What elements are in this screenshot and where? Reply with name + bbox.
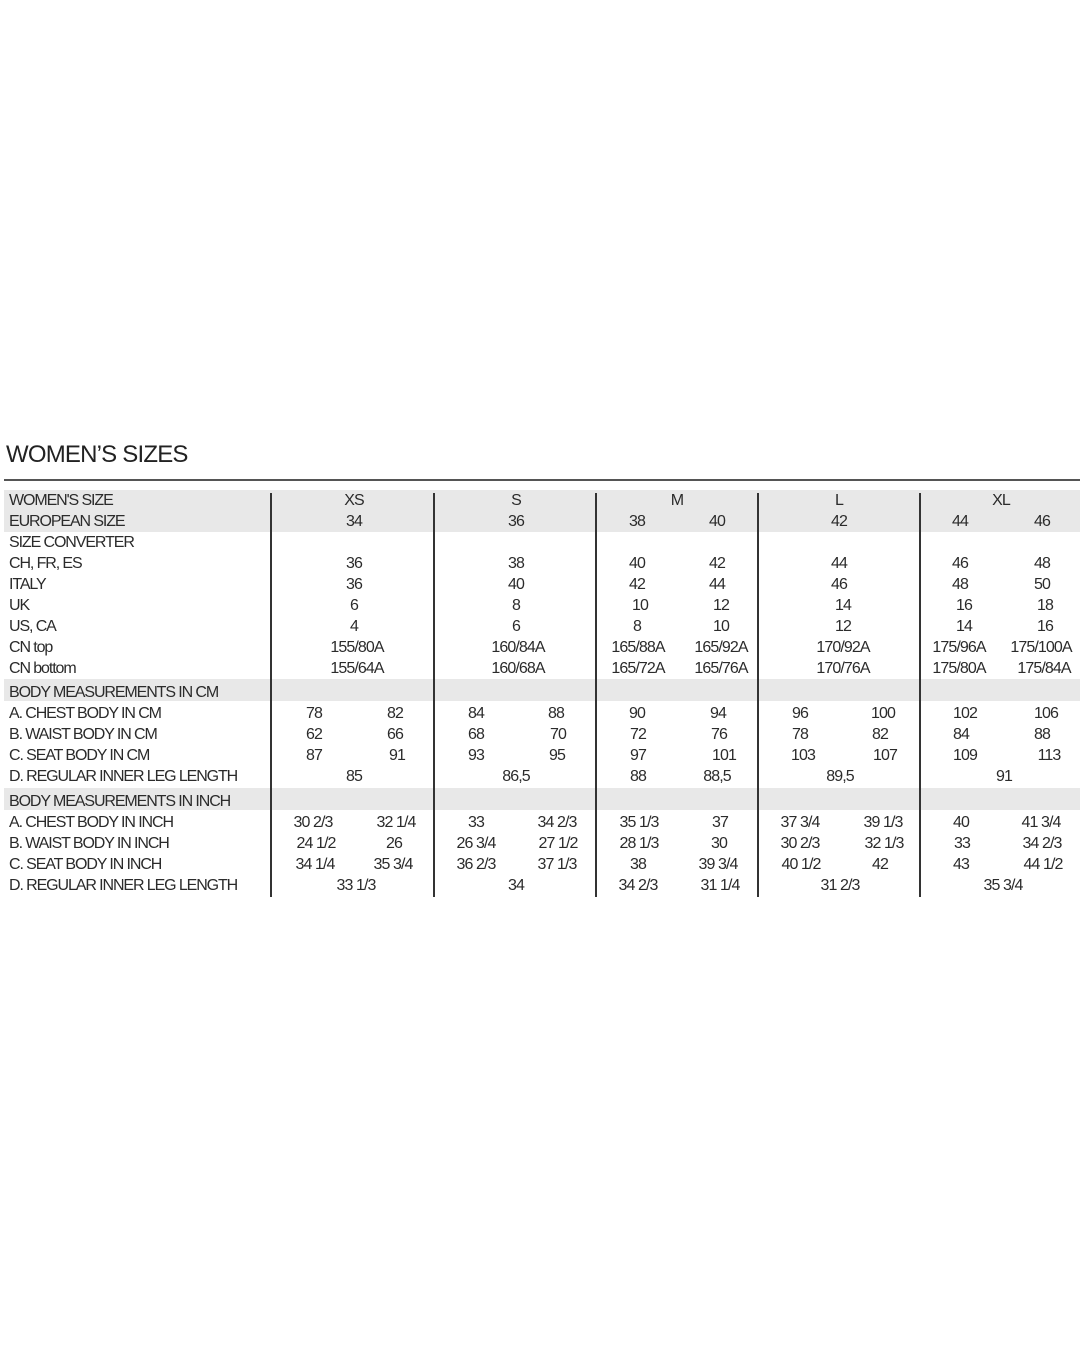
- row-label: UK: [9, 597, 30, 614]
- table-cell: 113: [1037, 747, 1061, 764]
- table-cell: 44 1/2: [1023, 856, 1063, 873]
- table-cell: 165/76A: [694, 660, 748, 677]
- table-cell: 78: [306, 705, 322, 722]
- table-cell: 50: [1034, 576, 1050, 593]
- table-cell: 37 3/4: [780, 814, 820, 831]
- table-cell: 46: [1034, 513, 1050, 530]
- table-cell: 160/84A: [491, 639, 545, 656]
- table-cell: 39 3/4: [698, 856, 738, 873]
- table-cell: 35 3/4: [983, 877, 1023, 894]
- table-cell: 46: [831, 576, 847, 593]
- row-label: B. WAIST BODY IN CM: [9, 726, 157, 743]
- table-cell: 35 1/3: [619, 814, 659, 831]
- table-cell: 88: [1034, 726, 1050, 743]
- row-label: WOMEN'S SIZE: [9, 492, 113, 509]
- table-cell: 88,5: [703, 768, 731, 785]
- table-cell: 91: [996, 768, 1012, 785]
- table-cell: 155/64A: [330, 660, 384, 677]
- table-cell: 26: [386, 835, 402, 852]
- table-cell: 6: [350, 597, 358, 614]
- row-label: ITALY: [9, 576, 46, 593]
- table-cell: 46: [952, 555, 968, 572]
- table-cell: 26 3/4: [456, 835, 496, 852]
- table-cell: 107: [873, 747, 897, 764]
- table-cell: 88: [548, 705, 564, 722]
- row-label: EUROPEAN SIZE: [9, 513, 125, 530]
- table-cell: 175/100A: [1010, 639, 1072, 656]
- table-cell: 62: [306, 726, 322, 743]
- table-cell: 40: [709, 513, 725, 530]
- row-label: C. SEAT BODY IN INCH: [9, 856, 162, 873]
- table-cell: 34 1/4: [295, 856, 335, 873]
- column-divider: [433, 493, 435, 897]
- table-cell: 87: [306, 747, 322, 764]
- table-cell: 170/92A: [816, 639, 870, 656]
- size-header-cell: L: [835, 492, 843, 509]
- table-cell: 8: [633, 618, 641, 635]
- column-divider: [270, 493, 272, 897]
- table-cell: 48: [1034, 555, 1050, 572]
- table-cell: 165/88A: [611, 639, 665, 656]
- table-cell: 14: [956, 618, 972, 635]
- table-cell: 95: [549, 747, 565, 764]
- table-cell: 44: [952, 513, 968, 530]
- row-label: C. SEAT BODY IN CM: [9, 747, 150, 764]
- table-cell: 48: [952, 576, 968, 593]
- table-cell: 37 1/3: [537, 856, 577, 873]
- table-cell: 30: [711, 835, 727, 852]
- table-cell: 35 3/4: [373, 856, 413, 873]
- row-label: US, CA: [9, 618, 56, 635]
- table-cell: 34: [508, 877, 524, 894]
- table-cell: 33 1/3: [336, 877, 376, 894]
- table-cell: 31 1/4: [700, 877, 740, 894]
- table-cell: 155/80A: [330, 639, 384, 656]
- table-cell: 68: [468, 726, 484, 743]
- table-cell: 93: [468, 747, 484, 764]
- table-cell: 160/68A: [491, 660, 545, 677]
- table-cell: 86,5: [502, 768, 530, 785]
- table-cell: 10: [632, 597, 648, 614]
- table-cell: 38: [630, 856, 646, 873]
- table-cell: 175/96A: [932, 639, 986, 656]
- row-label: D. REGULAR INNER LEG LENGTH: [9, 768, 238, 785]
- table-cell: 31 2/3: [820, 877, 860, 894]
- table-cell: 38: [629, 513, 645, 530]
- table-cell: 41 3/4: [1021, 814, 1061, 831]
- table-cell: 32 1/3: [864, 835, 904, 852]
- table-cell: 90: [629, 705, 645, 722]
- row-label: CH, FR, ES: [9, 555, 82, 572]
- table-cell: 102: [953, 705, 977, 722]
- row-label: CN bottom: [9, 660, 76, 677]
- table-cell: 72: [630, 726, 646, 743]
- table-cell: 36: [346, 576, 362, 593]
- table-cell: 40 1/2: [781, 856, 821, 873]
- table-cell: 44: [709, 576, 725, 593]
- table-cell: 18: [1037, 597, 1053, 614]
- table-cell: 40: [508, 576, 524, 593]
- section-heading: BODY MEASUREMENTS IN INCH: [9, 793, 231, 810]
- table-cell: 109: [953, 747, 977, 764]
- table-cell: 175/80A: [932, 660, 986, 677]
- table-cell: 70: [550, 726, 566, 743]
- table-cell: 4: [350, 618, 358, 635]
- table-cell: 37: [712, 814, 728, 831]
- table-cell: 34 2/3: [1022, 835, 1062, 852]
- page-title: WOMEN’S SIZES: [6, 441, 188, 468]
- table-cell: 36 2/3: [456, 856, 496, 873]
- title-rule: [4, 479, 1080, 481]
- table-cell: 85: [346, 768, 362, 785]
- table-cell: 78: [792, 726, 808, 743]
- table-cell: 30 2/3: [780, 835, 820, 852]
- table-cell: 12: [835, 618, 851, 635]
- size-header-cell: XS: [344, 492, 364, 509]
- table-cell: 34 2/3: [537, 814, 577, 831]
- table-cell: 44: [831, 555, 847, 572]
- table-cell: 14: [835, 597, 851, 614]
- table-cell: 101: [712, 747, 736, 764]
- table-cell: 165/72A: [611, 660, 665, 677]
- size-chart-table: [0, 490, 1080, 900]
- table-cell: 91: [389, 747, 405, 764]
- table-cell: 30 2/3: [293, 814, 333, 831]
- size-header-cell: M: [670, 492, 684, 509]
- row-label: A. CHEST BODY IN INCH: [9, 814, 173, 831]
- row-label: CN top: [9, 639, 53, 656]
- table-cell: 39 1/3: [863, 814, 903, 831]
- table-cell: 12: [713, 597, 729, 614]
- table-cell: 106: [1034, 705, 1058, 722]
- table-cell: 42: [709, 555, 725, 572]
- table-cell: 34 2/3: [618, 877, 658, 894]
- table-cell: 82: [387, 705, 403, 722]
- table-cell: 76: [711, 726, 727, 743]
- table-cell: 84: [953, 726, 969, 743]
- table-cell: 88: [630, 768, 646, 785]
- table-cell: 82: [872, 726, 888, 743]
- table-cell: 103: [791, 747, 815, 764]
- table-cell: 42: [831, 513, 847, 530]
- table-cell: 34: [346, 513, 362, 530]
- table-cell: 43: [953, 856, 969, 873]
- table-cell: 16: [1037, 618, 1053, 635]
- table-cell: 36: [508, 513, 524, 530]
- table-cell: 96: [792, 705, 808, 722]
- section-heading: SIZE CONVERTER: [9, 534, 134, 551]
- table-cell: 84: [468, 705, 484, 722]
- section-heading: BODY MEASUREMENTS IN CM: [9, 684, 219, 701]
- table-cell: 42: [629, 576, 645, 593]
- row-label: D. REGULAR INNER LEG LENGTH: [9, 877, 238, 894]
- table-cell: 6: [512, 618, 520, 635]
- table-cell: 170/76A: [816, 660, 870, 677]
- table-cell: 165/92A: [694, 639, 748, 656]
- table-cell: 28 1/3: [619, 835, 659, 852]
- table-cell: 175/84A: [1017, 660, 1071, 677]
- row-label: A. CHEST BODY IN CM: [9, 705, 161, 722]
- table-cell: 16: [956, 597, 972, 614]
- column-divider: [757, 493, 759, 897]
- table-cell: 33: [954, 835, 970, 852]
- size-header-cell: XL: [992, 492, 1010, 509]
- column-divider: [595, 493, 597, 897]
- table-cell: 33: [468, 814, 484, 831]
- table-cell: 100: [871, 705, 895, 722]
- table-cell: 40: [953, 814, 969, 831]
- table-cell: 89,5: [826, 768, 854, 785]
- table-cell: 32 1/4: [376, 814, 416, 831]
- table-cell: 24 1/2: [296, 835, 336, 852]
- size-header-cell: S: [511, 492, 521, 509]
- row-label: B. WAIST BODY IN INCH: [9, 835, 169, 852]
- table-cell: 10: [713, 618, 729, 635]
- column-divider: [919, 493, 921, 897]
- table-cell: 27 1/2: [538, 835, 578, 852]
- table-cell: 42: [872, 856, 888, 873]
- table-cell: 94: [710, 705, 726, 722]
- table-cell: 8: [512, 597, 520, 614]
- table-cell: 40: [629, 555, 645, 572]
- table-cell: 38: [508, 555, 524, 572]
- table-cell: 66: [387, 726, 403, 743]
- table-cell: 97: [630, 747, 646, 764]
- table-cell: 36: [346, 555, 362, 572]
